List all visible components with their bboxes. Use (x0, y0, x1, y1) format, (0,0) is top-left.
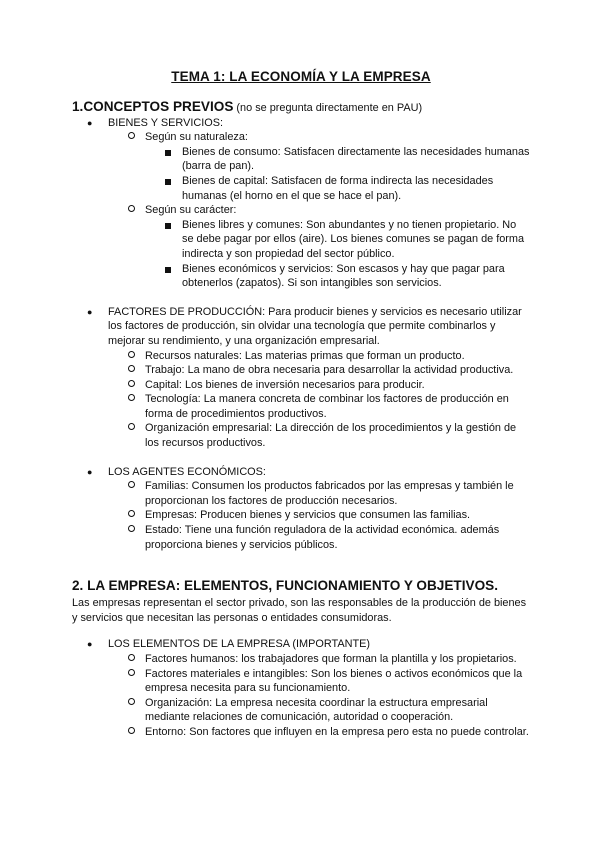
list-item (72, 421, 530, 450)
bullet-square-icon (165, 150, 171, 156)
list-item (72, 523, 530, 552)
list-item-naturaleza (72, 130, 530, 203)
item-text: Entorno: Son factores que influyen en la empresa pero esta no puede controlar. (145, 725, 529, 738)
list-item-elementos (72, 637, 530, 739)
item-text: Bienes económicos y servicios: Son escasos y hay que pagar para obtenerlos (zapatos). Si son intangibles son servicios. (182, 262, 505, 290)
item-text: Factores materiales e intangibles: Son los bienes o activos económicos que la empresa necesita para su funcionamiento. (145, 667, 523, 695)
item-text: Capital: Los bienes de inversión necesarios para producir. (145, 378, 425, 391)
bullet-circle-icon (128, 508, 135, 523)
list-item (72, 508, 530, 523)
bullet-circle-icon (128, 421, 135, 436)
list-item-agentes (72, 465, 530, 553)
factores-sublist (72, 349, 530, 451)
bullet-circle-icon (128, 652, 135, 667)
bullet-circle-icon (128, 479, 135, 494)
caracter-sublist (72, 218, 530, 291)
list-item (72, 145, 530, 174)
bullet-circle-icon (128, 130, 135, 145)
elementos-sublist (72, 652, 530, 740)
section-1-title: 1.CONCEPTOS PREVIOS (72, 98, 234, 114)
list-item (72, 696, 530, 725)
list-item-bienes (72, 116, 530, 291)
item-text: Bienes de consumo: Satisfacen directamente las necesidades humanas (barra de pan). (182, 145, 530, 173)
list-item (72, 174, 530, 203)
list-item (72, 392, 530, 421)
elementos-label: LOS ELEMENTOS DE LA EMPRESA (IMPORTANTE) (108, 638, 371, 651)
item-text: Recursos naturales: Las materias primas que forman un producto. (145, 349, 465, 362)
list-item (72, 378, 530, 393)
item-text: Empresas: Producen bienes y servicios que consumen las familias. (145, 509, 471, 522)
bullet-disc-icon: ● (87, 306, 93, 317)
section-2-intro: Las empresas representan el sector privado, son las responsables de la producción de bienes y servicios que necesitan las personas o entidades consumidoras. (72, 597, 527, 624)
caracter-label: Según su carácter: (145, 204, 237, 217)
bienes-label: BIENES Y SERVICIOS: (108, 116, 224, 129)
bullet-square-icon (165, 179, 171, 185)
bullet-square-icon (165, 267, 171, 273)
bullet-disc-icon: ● (87, 466, 93, 477)
list-item-factores (72, 305, 530, 451)
naturaleza-label: Según su naturaleza: (145, 131, 248, 144)
section-2-heading: 2. LA EMPRESA: ELEMENTOS, FUNCIONAMIENTO Y OBJETIVOS. (72, 578, 498, 594)
bullet-circle-icon (128, 725, 135, 740)
bullet-circle-icon (128, 363, 135, 378)
item-text: Organización empresarial: La dirección de los procedimientos y la gestión de los recursos productivos. (145, 422, 517, 450)
bullet-square-icon (165, 223, 171, 229)
bullet-circle-icon (128, 392, 135, 407)
item-text: Bienes de capital: Satisfacen de forma indirecta las necesidades humanas (el horno en el que se hace el pan). (182, 174, 494, 202)
bullet-circle-icon (128, 667, 135, 682)
list-item (72, 667, 530, 696)
list-item (72, 262, 530, 291)
item-text: Estado: Tiene una función reguladora de la actividad económica. además proporciona bienes y servicios públicos. (145, 524, 500, 551)
list-item (72, 218, 530, 262)
bullet-circle-icon (128, 696, 135, 711)
item-text: Factores humanos: los trabajadores que forman la plantilla y los propietarios. (145, 653, 517, 665)
item-text: Organización: La empresa necesita coordinar la estructura empresarial mediante relaciones de comunicación, autoridad o cooperación. (145, 696, 488, 724)
factores-label: FACTORES DE PRODUCCIÓN: Para producir bienes y servicios es necesario utilizar los factores de producción, sin olvidar una tecnología que permite combinarlos y mejorar su rendimiento, y una organización empresarial. (108, 305, 522, 347)
section-1-list (72, 116, 530, 553)
list-item (72, 363, 530, 378)
document-title: TEMA 1: LA ECONOMÍA Y LA EMPRESA (171, 69, 431, 84)
bullet-circle-icon (128, 523, 135, 538)
bullet-disc-icon: ● (87, 639, 93, 650)
list-item-caracter (72, 203, 530, 291)
item-text: Tecnología: La manera concreta de combinar los factores de producción en forma de procedimientos productivos. (145, 393, 509, 420)
item-text: Trabajo: La mano de obra necesaria para desarrollar la actividad productiva. (145, 364, 514, 377)
item-text: Familias: Consumen los productos fabricados por las empresas y también le proporcionan los factores de producción necesarios. (145, 480, 514, 507)
bullet-circle-icon (128, 378, 135, 393)
naturaleza-sublist (72, 145, 530, 203)
list-item (72, 725, 530, 740)
bullet-circle-icon (128, 349, 135, 364)
section-1-note: (no se pregunta directamente en PAU) (233, 101, 423, 114)
agentes-sublist (72, 479, 530, 552)
section-2-list (72, 637, 530, 739)
bullet-circle-icon (128, 203, 135, 218)
section-1-heading (72, 99, 530, 116)
list-item (72, 479, 530, 508)
list-item (72, 652, 530, 667)
bullet-disc-icon: ● (87, 117, 93, 128)
bienes-sublist (72, 130, 530, 291)
list-item (72, 349, 530, 364)
agentes-label: LOS AGENTES ECONÓMICOS: (108, 465, 266, 478)
item-text: Bienes libres y comunes: Son abundantes y no tienen propietario. No se debe pagar por ellos (aire). Los bienes comunes se pagan de forma indirecta y son propiedad del sector público. (182, 218, 525, 260)
